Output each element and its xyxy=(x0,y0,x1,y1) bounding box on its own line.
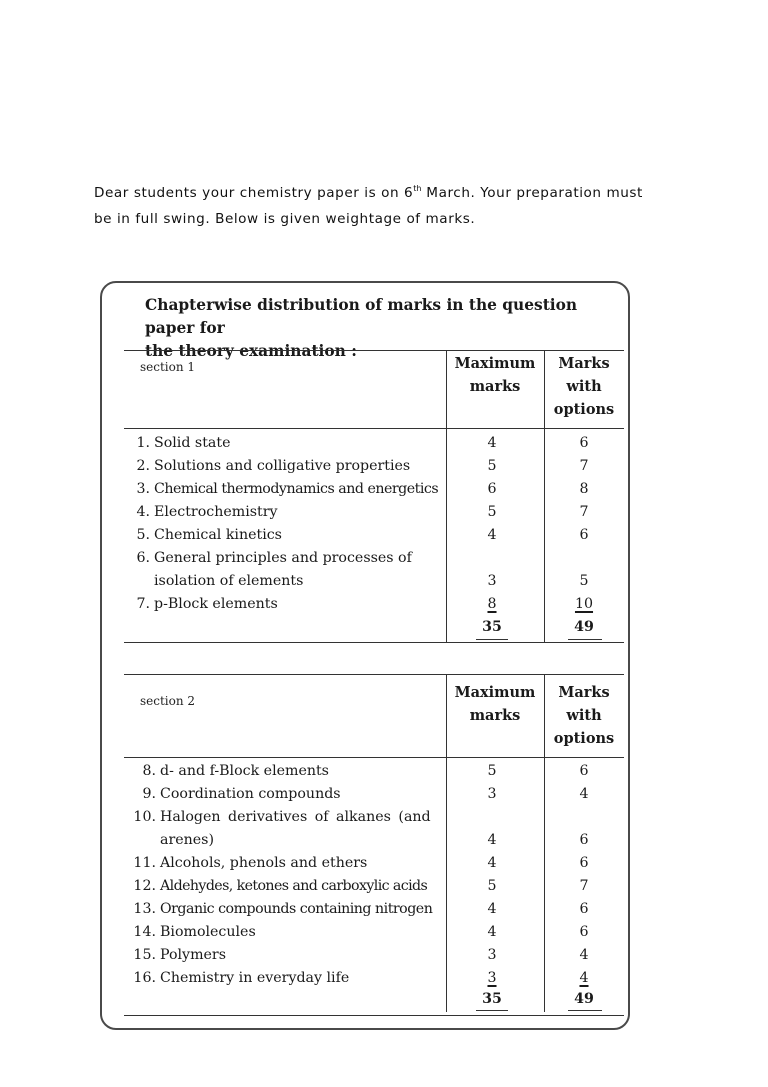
row-number: 6. xyxy=(136,550,150,566)
max-marks: 4 xyxy=(487,832,497,848)
max-marks: 5 xyxy=(487,878,497,894)
chapter-name: General principles and processes of xyxy=(154,550,412,566)
marks-with-options: 10 xyxy=(574,596,594,612)
table-row xyxy=(124,478,624,501)
max-marks: 4 xyxy=(487,435,497,451)
card-title-line-1: Chapterwise distribution of marks in the question paper for xyxy=(145,296,578,337)
chapter-name: d- and f-Block elements xyxy=(160,763,329,779)
row-number: 15. xyxy=(133,947,156,963)
total-row xyxy=(124,988,624,1011)
table-row xyxy=(124,501,624,524)
intro-superscript: th xyxy=(413,184,422,193)
chapter-name: Chemical thermodynamics and energetics xyxy=(154,481,439,497)
marks-with-options: 6 xyxy=(579,763,589,779)
row-number: 12. xyxy=(133,878,156,894)
table-row xyxy=(124,898,624,921)
marks-with-options: 8 xyxy=(579,481,589,497)
section-2-opt-header-l1: Marks xyxy=(558,684,610,701)
marks-distribution-card xyxy=(100,281,630,1030)
card-title-line-2: the theory examination : xyxy=(145,342,357,360)
table-row xyxy=(124,432,624,455)
section-2-max-header xyxy=(446,681,544,727)
marks-with-options: 4 xyxy=(579,947,589,963)
max-marks: 3 xyxy=(487,573,497,589)
table-row xyxy=(124,783,624,806)
table-row xyxy=(124,944,624,967)
total-marks-with-options: 49 xyxy=(574,619,594,635)
chapter-name: Electrochemistry xyxy=(154,504,278,520)
section-2-opt-header-l3: options xyxy=(553,730,615,747)
total-underline xyxy=(476,1010,508,1011)
row-number: 1. xyxy=(136,435,150,451)
intro-line-1-text: Dear students your chemistry paper is on 6 xyxy=(94,185,414,201)
table-row xyxy=(124,921,624,944)
section-2-options-header xyxy=(544,681,624,750)
marks-with-options: 6 xyxy=(579,435,589,451)
row-number: 2. xyxy=(136,458,150,474)
marks-with-options: 4 xyxy=(579,786,589,802)
table-row xyxy=(124,455,624,478)
chapter-name: Alcohols, phenols and ethers xyxy=(160,855,368,871)
chapter-name: Halogen derivatives of alkanes (and xyxy=(160,809,431,825)
chapter-name: Biomolecules xyxy=(160,924,256,940)
max-marks: 3 xyxy=(487,947,497,963)
marks-with-options: 6 xyxy=(579,901,589,917)
section-2-header-rule xyxy=(124,757,624,758)
max-marks: 6 xyxy=(487,481,497,497)
table-row xyxy=(124,967,624,990)
chapter-name: Aldehydes, ketones and carboxylic acids xyxy=(160,878,428,894)
max-marks: 4 xyxy=(487,901,497,917)
marks-with-options: 7 xyxy=(579,878,589,894)
max-marks: 8 xyxy=(487,596,497,612)
table-row xyxy=(124,875,624,898)
row-number: 9. xyxy=(142,786,156,802)
section-2-opt-header-l2: with xyxy=(566,707,602,724)
max-marks: 5 xyxy=(487,458,497,474)
chapter-name: isolation of elements xyxy=(154,573,304,589)
section-1-opt-header-l1: Marks xyxy=(558,355,610,372)
chapter-name: Chemical kinetics xyxy=(154,527,282,543)
chapter-name: Coordination compounds xyxy=(160,786,341,802)
section-1-bottom-rule xyxy=(124,642,624,643)
total-marks-with-options: 49 xyxy=(574,991,594,1007)
marks-with-options: 6 xyxy=(579,527,589,543)
marks-with-options: 5 xyxy=(579,573,589,589)
section-2-table xyxy=(124,674,624,1019)
intro-line-1 xyxy=(94,176,684,206)
chapter-name: Solid state xyxy=(154,435,231,451)
total-max-marks: 35 xyxy=(482,619,502,635)
table-row xyxy=(124,829,624,852)
row-number: 8. xyxy=(142,763,156,779)
max-marks: 4 xyxy=(487,924,497,940)
section-1-top-rule xyxy=(124,350,624,351)
intro-line-1-end: March. Your preparation must xyxy=(421,185,643,201)
chapter-name: arenes) xyxy=(160,832,214,848)
row-number: 10. xyxy=(133,809,156,825)
marks-with-options: 6 xyxy=(579,855,589,871)
total-row xyxy=(124,616,624,639)
chapter-name: p-Block elements xyxy=(154,596,278,612)
total-underline xyxy=(476,639,508,640)
section-1-label: section 1 xyxy=(140,360,196,374)
section-2-max-header-l2: marks xyxy=(469,707,521,724)
chapter-name: Organic compounds containing nitrogen xyxy=(160,901,433,917)
max-marks: 4 xyxy=(487,855,497,871)
marks-with-options: 7 xyxy=(579,504,589,520)
marks-with-options: 6 xyxy=(579,924,589,940)
table-row xyxy=(124,547,624,570)
total-max-marks: 35 xyxy=(482,991,502,1007)
marks-with-options: 4 xyxy=(579,970,589,986)
row-number: 3. xyxy=(136,481,150,497)
section-1-max-header xyxy=(446,352,544,398)
table-row xyxy=(124,760,624,783)
total-underline xyxy=(568,639,602,640)
marks-with-options: 7 xyxy=(579,458,589,474)
row-number: 5. xyxy=(136,527,150,543)
chapter-name: Polymers xyxy=(160,947,226,963)
section-1-max-header-l1: Maximum xyxy=(454,355,536,372)
row-number: 14. xyxy=(133,924,156,940)
marks-with-options: 6 xyxy=(579,832,589,848)
row-number: 11. xyxy=(133,855,156,871)
row-number: 16. xyxy=(133,970,156,986)
chapter-name: Chemistry in everyday life xyxy=(160,970,350,986)
section-1-table xyxy=(124,350,624,645)
total-underline xyxy=(568,1010,602,1011)
section-2-top-rule xyxy=(124,674,624,675)
section-1-max-header-l2: marks xyxy=(469,378,521,395)
table-row xyxy=(124,570,624,593)
table-row xyxy=(124,524,624,547)
max-marks: 5 xyxy=(487,763,497,779)
table-row xyxy=(124,593,624,616)
section-1-opt-header-l3: options xyxy=(553,401,615,418)
max-marks: 5 xyxy=(487,504,497,520)
row-number: 4. xyxy=(136,504,150,520)
row-number: 7. xyxy=(136,596,150,612)
section-2-bottom-rule xyxy=(124,1015,624,1016)
section-2-max-header-l1: Maximum xyxy=(454,684,536,701)
intro-paragraph xyxy=(94,176,684,232)
table-row xyxy=(124,852,624,875)
intro-line-2: be in full swing. Below is given weightage of marks. xyxy=(94,211,476,227)
row-number: 13. xyxy=(133,901,156,917)
max-marks: 3 xyxy=(487,786,497,802)
section-1-header-rule xyxy=(124,428,624,429)
section-1-opt-header-l2: with xyxy=(566,378,602,395)
max-marks: 3 xyxy=(487,970,497,986)
table-row xyxy=(124,806,624,829)
section-1-options-header xyxy=(544,352,624,421)
max-marks: 4 xyxy=(487,527,497,543)
section-2-label: section 2 xyxy=(140,694,196,708)
chapter-name: Solutions and colligative properties xyxy=(154,458,411,474)
